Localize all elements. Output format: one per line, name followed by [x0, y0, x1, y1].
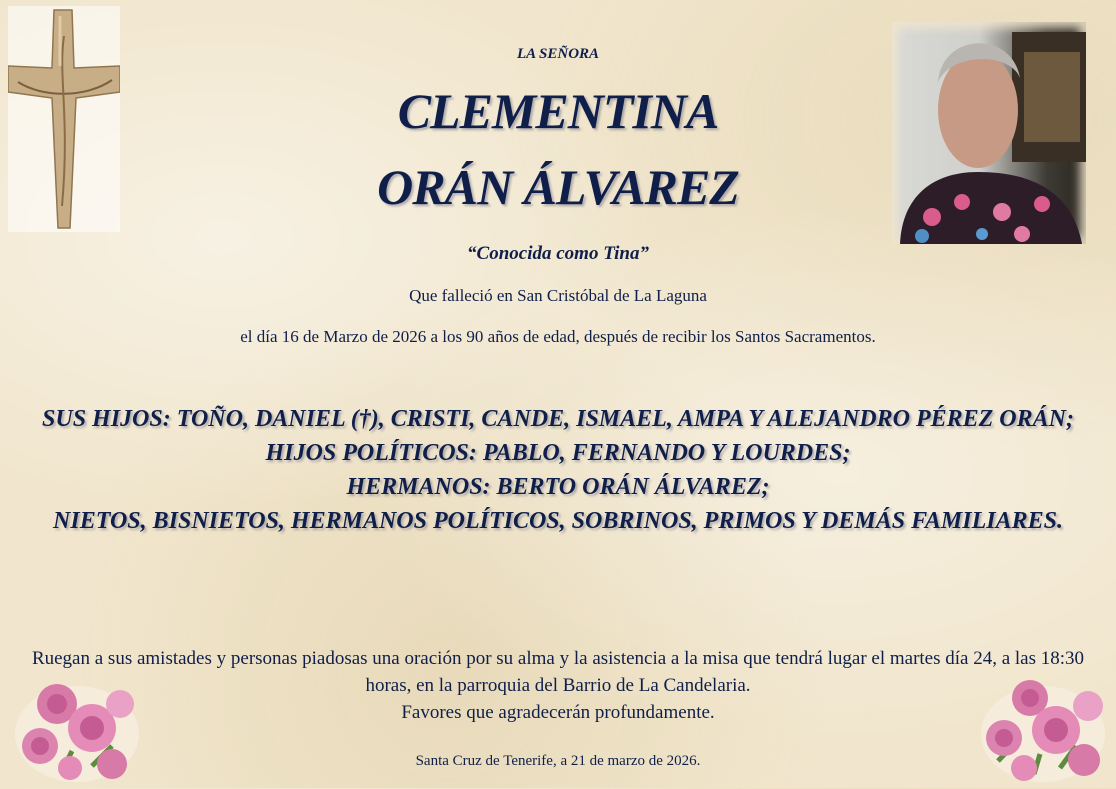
family-in-laws: HIJOS POLÍTICOS: PABLO, FERNANDO Y LOURDES; — [265, 440, 851, 466]
family-siblings: HERMANOS: BERTO ORÁN ÁLVAREZ; — [346, 474, 770, 500]
request-line-1: Ruegan a sus amistades y personas piadosas una oración por su alma y la asistencia a la misa que tendrá lugar el martes día 24, a las 18:30 horas, en la parroquia del Barrio de La Candelaria. — [31, 648, 1085, 696]
title-label: LA SEÑORA — [516, 46, 600, 62]
last-names: ORÁN ÁLVAREZ — [377, 159, 739, 215]
family-children: SUS HIJOS: TOÑO, DANIEL (†), CRISTI, CANDE, ISMAEL, AMPA Y ALEJANDRO PÉREZ ORÁN; — [42, 406, 1074, 432]
nickname: “Conocida como Tina” — [467, 243, 649, 264]
first-name: CLEMENTINA — [397, 83, 719, 139]
family-list — [20, 402, 1096, 538]
date-line: el día 16 de Marzo de 2026 a los 90 años de edad, después de recibir los Santos Sacramentos. — [240, 327, 876, 346]
request-line-2: Favores que agradecerán profundamente. — [401, 702, 715, 723]
signature: Santa Cruz de Tenerife, a 21 de marzo de 2026. — [415, 753, 701, 769]
request-text — [20, 645, 1096, 726]
roses-left-image — [12, 676, 142, 784]
place-line: Que falleció en San Cristóbal de La Laguna — [409, 286, 707, 305]
roses-right-image — [978, 676, 1108, 784]
family-others: NIETOS, BISNIETOS, HERMANOS POLÍTICOS, SOBRINOS, PRIMOS Y DEMÁS FAMILIARES. — [53, 508, 1063, 534]
